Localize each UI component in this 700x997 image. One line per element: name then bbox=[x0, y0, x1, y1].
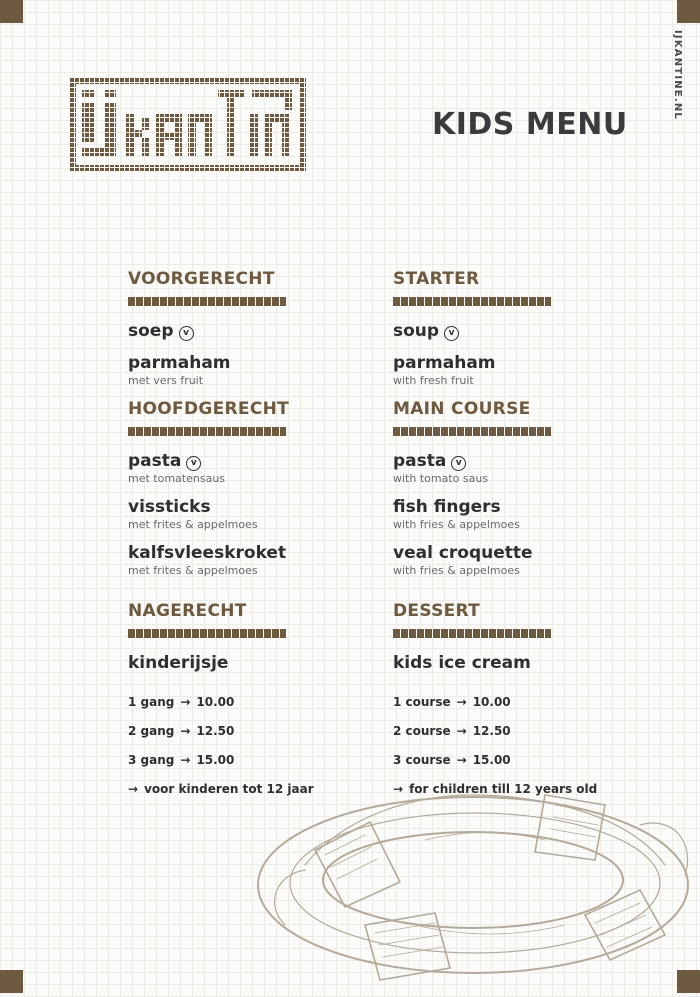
section-divider bbox=[128, 427, 286, 436]
menu-item bbox=[393, 496, 623, 532]
price-label: 2 course bbox=[393, 724, 451, 738]
price-line bbox=[128, 694, 358, 710]
arrow-icon: → bbox=[180, 695, 191, 709]
menu-item bbox=[393, 352, 623, 388]
arrow-icon: → bbox=[180, 753, 191, 767]
dish-name: vissticks bbox=[128, 497, 211, 517]
section-title: MAIN COURSE bbox=[393, 399, 531, 419]
price-label: 3 gang bbox=[128, 753, 175, 767]
lifebuoy-sketch-icon bbox=[245, 755, 700, 997]
dish-name: kids ice cream bbox=[393, 653, 531, 673]
menu-column-dutch bbox=[128, 268, 358, 797]
price-line bbox=[393, 694, 623, 710]
menu-item bbox=[393, 320, 623, 342]
dish-description: met tomatensaus bbox=[128, 472, 226, 485]
dish-name: parmaham bbox=[393, 353, 496, 373]
dish-name: pasta bbox=[128, 451, 182, 471]
dish-name: fish fingers bbox=[393, 497, 501, 517]
vegetarian-icon: v bbox=[186, 456, 201, 471]
age-note-text: voor kinderen tot 12 jaar bbox=[144, 782, 314, 796]
menu-item bbox=[393, 450, 623, 486]
menu-item bbox=[128, 352, 358, 388]
vegetarian-icon: v bbox=[179, 326, 194, 341]
arrow-icon: → bbox=[180, 724, 191, 738]
menu-item bbox=[393, 652, 623, 674]
arrow-icon: → bbox=[456, 695, 467, 709]
menu-section bbox=[128, 398, 358, 578]
menu-section bbox=[393, 398, 623, 578]
dish-name: veal croquette bbox=[393, 543, 533, 563]
dish-description: met frites & appelmoes bbox=[128, 518, 258, 531]
price-label: 1 course bbox=[393, 695, 451, 709]
menu-section bbox=[128, 268, 358, 388]
arrow-icon: → bbox=[128, 782, 139, 796]
price-label: 1 gang bbox=[128, 695, 175, 709]
site-url[interactable]: IJKANTINE.NL bbox=[672, 30, 683, 120]
price-value: 15.00 bbox=[196, 753, 235, 767]
price-line bbox=[393, 723, 623, 739]
section-title: STARTER bbox=[393, 269, 480, 289]
dish-description: met frites & appelmoes bbox=[128, 564, 258, 577]
vegetarian-icon: v bbox=[451, 456, 466, 471]
menu-section bbox=[393, 600, 623, 674]
price-value: 15.00 bbox=[472, 753, 511, 767]
section-title: HOOFDGERECHT bbox=[128, 399, 290, 419]
dish-name: soup bbox=[393, 321, 440, 341]
dish-description: with fresh fruit bbox=[393, 374, 474, 387]
menu-item bbox=[128, 450, 358, 486]
dish-name: kalfsvleeskroket bbox=[128, 543, 287, 563]
dish-description: with tomato saus bbox=[393, 472, 489, 485]
section-title: DESSERT bbox=[393, 601, 481, 621]
price-value: 12.50 bbox=[196, 724, 235, 738]
price-line bbox=[128, 723, 358, 739]
section-divider bbox=[393, 427, 551, 436]
menu-item bbox=[128, 320, 358, 342]
arrow-icon: → bbox=[393, 782, 404, 796]
menu-section bbox=[393, 268, 623, 388]
section-divider bbox=[128, 629, 286, 638]
menu-item bbox=[128, 652, 358, 674]
dish-name: soep bbox=[128, 321, 174, 341]
dish-name: parmaham bbox=[128, 353, 231, 373]
section-divider bbox=[393, 297, 551, 306]
price-label: 3 course bbox=[393, 753, 451, 767]
corner-mark-top-left bbox=[0, 0, 23, 23]
section-title: VOORGERECHT bbox=[128, 269, 275, 289]
page-title: KIDS MENU bbox=[432, 107, 628, 142]
menu-item bbox=[128, 496, 358, 532]
menu-column-english bbox=[393, 268, 623, 797]
age-note-text: for children till 12 years old bbox=[409, 782, 598, 796]
section-divider bbox=[128, 297, 286, 306]
dish-description: with fries & appelmoes bbox=[393, 518, 520, 531]
section-title: NAGERECHT bbox=[128, 601, 247, 621]
price-label: 2 gang bbox=[128, 724, 175, 738]
menu-section bbox=[128, 600, 358, 674]
menu-item bbox=[393, 542, 623, 578]
dish-name: pasta bbox=[393, 451, 447, 471]
dish-name: kinderijsje bbox=[128, 653, 229, 673]
menu-item bbox=[128, 542, 358, 578]
brand-logo bbox=[70, 78, 306, 175]
price-value: 10.00 bbox=[472, 695, 511, 709]
dish-description: with fries & appelmoes bbox=[393, 564, 520, 577]
section-divider bbox=[393, 629, 551, 638]
arrow-icon: → bbox=[456, 753, 467, 767]
vegetarian-icon: v bbox=[444, 326, 459, 341]
price-value: 12.50 bbox=[472, 724, 511, 738]
corner-mark-top-right bbox=[677, 0, 700, 23]
price-value: 10.00 bbox=[196, 695, 235, 709]
arrow-icon: → bbox=[456, 724, 467, 738]
dish-description: met vers fruit bbox=[128, 374, 204, 387]
corner-mark-bottom-left bbox=[0, 970, 23, 993]
